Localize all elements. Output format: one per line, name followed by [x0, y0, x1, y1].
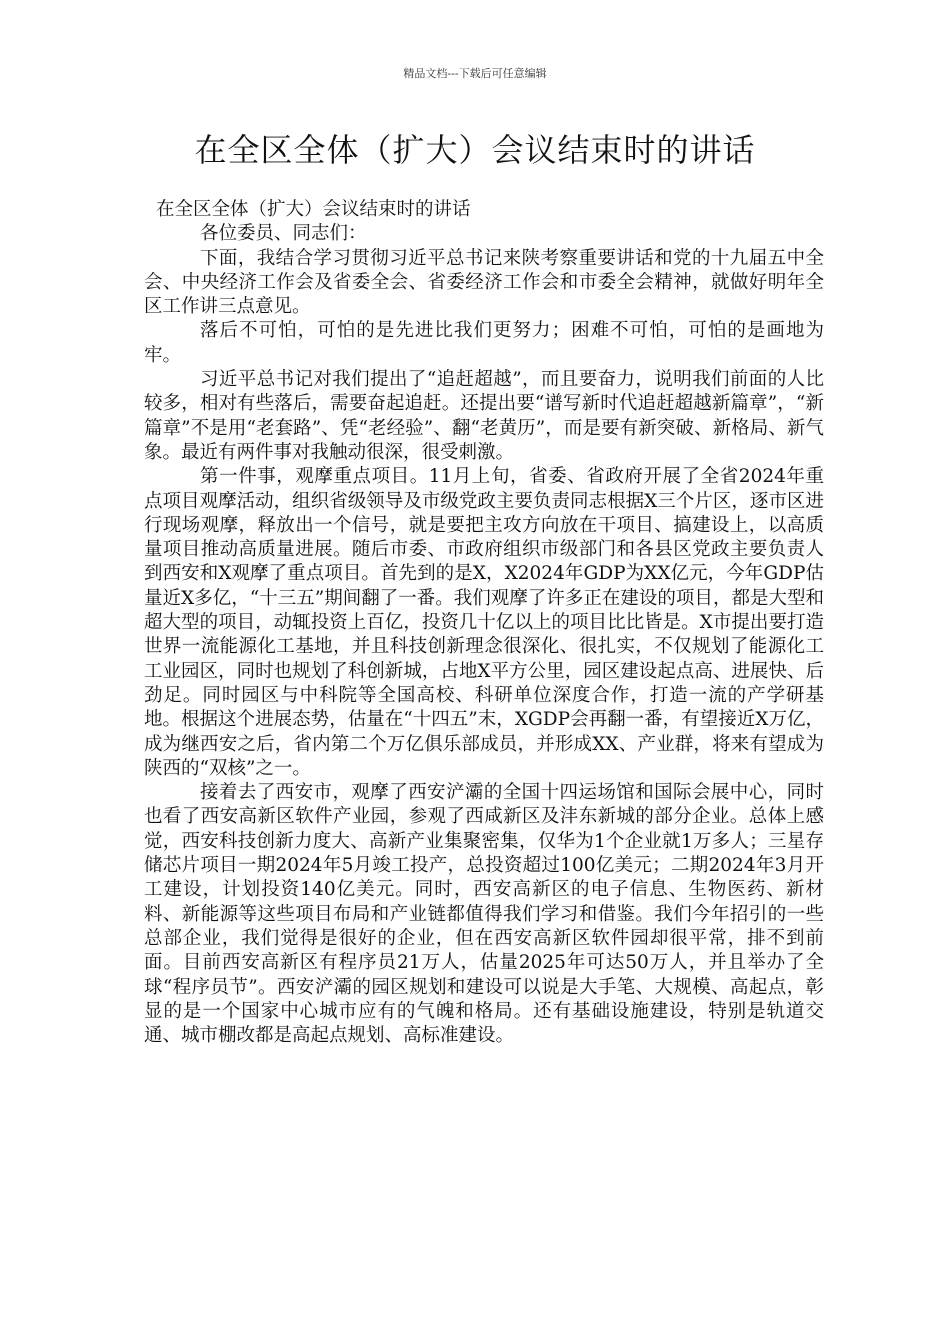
- paragraph: 接着去了西安市，观摩了西安浐灞的全国十四运场馆和国际会展中心，同时也看了西安高新区软件产业园，参观了西咸新区及沣东新城的部分企业。总体上感觉，西安科技创新力度大、高新产业集聚密集，仅华为1个企业就1万多人；三星存储芯片项目一期2024年5月竣工投产，总投资超过100亿美元；二期2024年3月开工建设，计划投资140亿美元。同时，西安高新区的电子信息、生物医药、新材料、新能源等这些项目布局和产业链都值得我们学习和借鉴。我们今年招引的一些总部企业，我们觉得是很好的企业，但在西安高新区软件园却很平常，排不到前面。目前西安高新区有程序员21万人，估量2025年可达50万人，并且举办了全球“程序员节”。西安浐灞的园区规划和建设可以说是大手笔、大规模、高起点，彰显的是一个国家中心城市应有的气魄和格局。还有基础设施建设，特别是轨道交通、城市棚改都是高起点规划、高标准建设。: [144, 782, 824, 1047]
- paragraph: 下面，我结合学习贯彻习近平总书记来陕考察重要讲话和党的十九届五中全会、中央经济工作会及省委全会、省委经济工作会和市委全会精神，就做好明年全区工作讲三点意见。: [144, 247, 824, 318]
- paragraph: 落后不可怕，可怕的是先进比我们更努力；困难不可怕，可怕的是画地为牢。: [144, 320, 824, 366]
- salutation: 各位委员、同志们：: [200, 223, 367, 245]
- paragraph: 习近平总书记对我们提出了“追赶超越”，而且要奋力，说明我们前面的人比较多，相对有些落后，需要奋起追赶。还提出要“谱写新时代追赶超越新篇章”，“新篇章”不是用“老套路”、凭“老经验”、翻“老黄历”，而是要有新突破、新格局、新气象。最近有两件事对我触动很深，很受刺激。: [144, 369, 824, 463]
- paragraph: 第一件事，观摩重点项目。11月上旬，省委、省政府开展了全省2024年重点项目观摩活动，组织省级领导及市级党政主要负责同志根据X三个片区，逐市区进行现场观摩，释放出一个信号，就是要把主攻方向放在干项目、搞建设上，以高质量项目推动高质量进展。随后市委、市政府组织市级部门和各县区党政主要负责人到西安和X观摩了重点项目。首先到的是X，X2024年GDP为XX亿元，今年GDP估量近X多亿，“十三五”期间翻了一番。我们观摩了许多正在建设的项目，都是大型和超大型的项目，动辄投资上百亿，投资几十亿以上的项目比比皆是。X市提出要打造世界一流能源化工基地，并且科技创新理念很深化、很扎实，不仅规划了能源化工工业园区，同时也规划了科创新城，占地X平方公里，园区建设起点高、进展快、后劲足。同时园区与中科院等全国高校、科研单位深度合作，打造一流的产学研基地。根据这个进展态势，估量在“十四五”末，XGDP会再翻一番，有望接近X万亿，成为继西安之后，省内第二个万亿俱乐部成员，并形成XX、产业群，将来有望成为陕西的“双核”之一。: [144, 466, 824, 779]
- document-subtitle: 在全区全体（扩大）会议结束时的讲话: [156, 199, 471, 220]
- document-body: [144, 198, 824, 1048]
- document-title: 在全区全体（扩大）会议结束时的讲话: [194, 131, 756, 169]
- header-note: 精品文档---下载后可任意编辑: [403, 67, 547, 80]
